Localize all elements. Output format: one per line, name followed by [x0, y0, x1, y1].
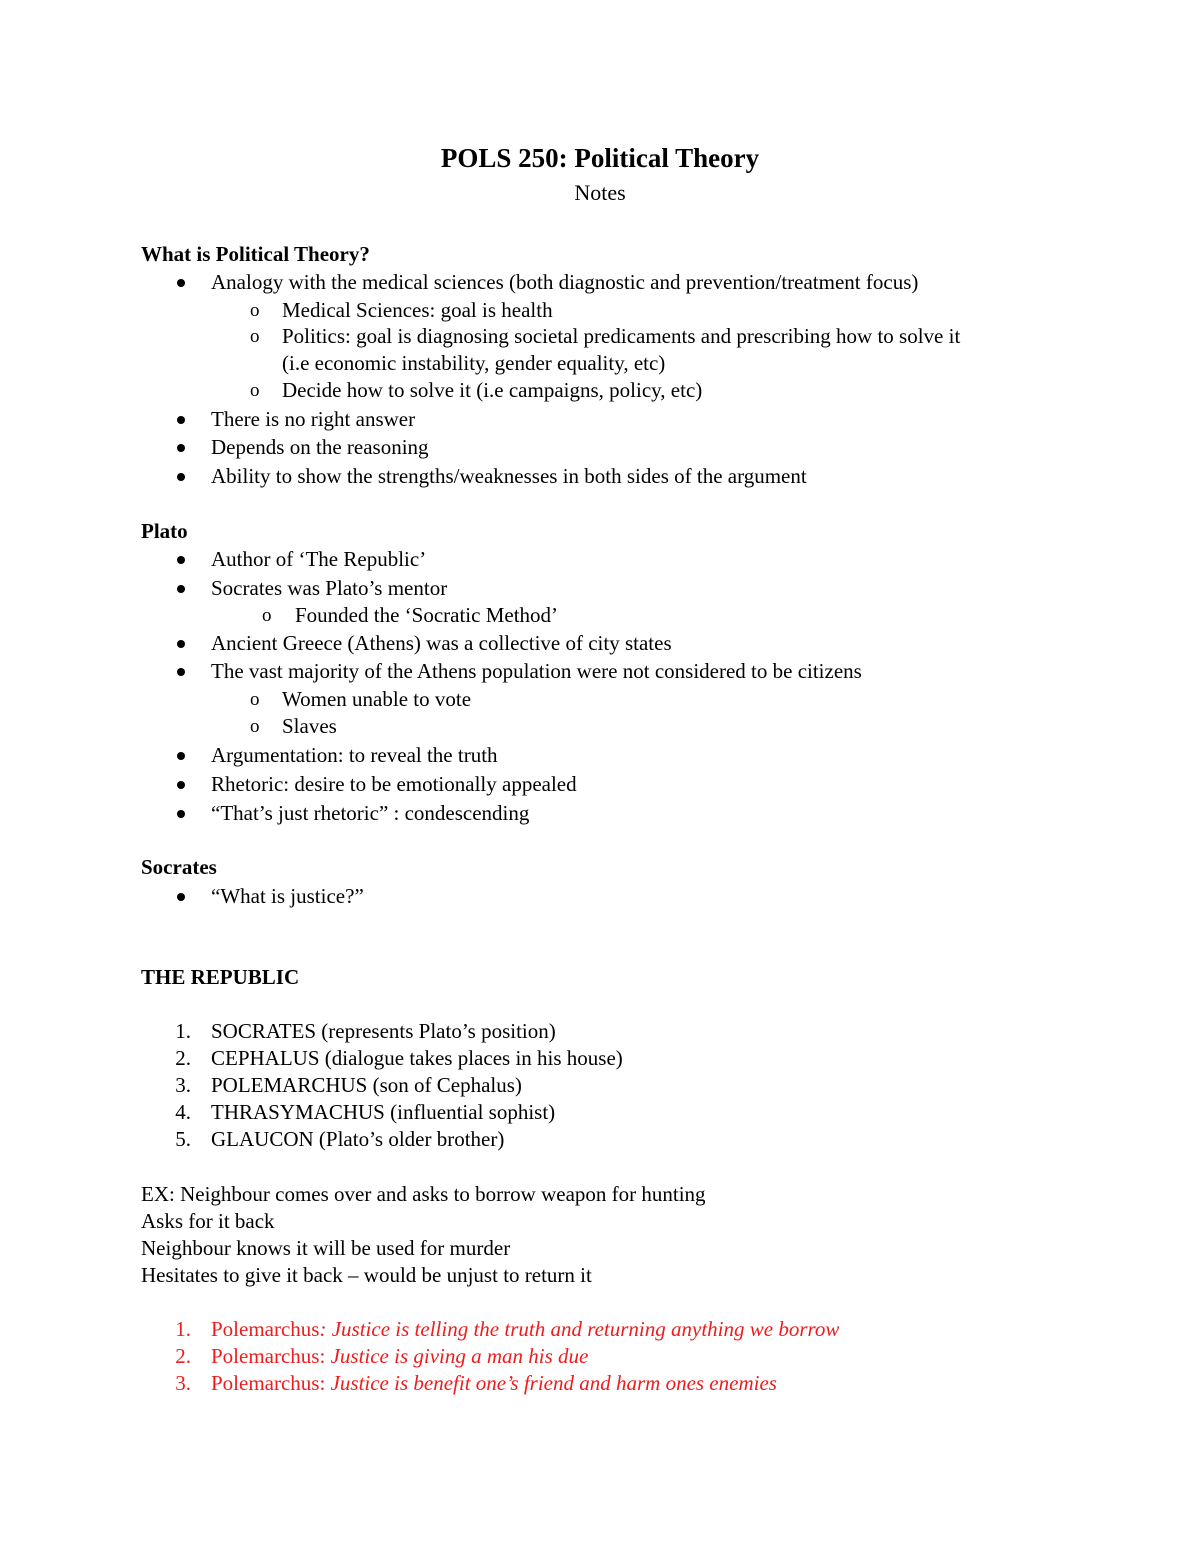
list-number: 4.: [175, 1100, 191, 1124]
bullet-icon: [177, 473, 185, 481]
list-number: 2.: [175, 1344, 191, 1368]
definition-separator: :: [319, 1317, 332, 1341]
sub-bullet-icon: o: [250, 689, 260, 710]
bullet-icon: [177, 279, 185, 287]
sub-bullet-icon: o: [250, 300, 260, 321]
bullet-icon: [177, 893, 185, 901]
definition-text: Justice is giving a man his due: [330, 1344, 589, 1368]
bullet-icon: [177, 781, 185, 789]
bullet-icon: [177, 640, 185, 648]
bullet-icon: [177, 752, 185, 760]
definition-text: Justice is benefit one’s friend and harm ones enemies: [330, 1371, 777, 1395]
list-item: Ability to show the strengths/weaknesses in both sides of the argument: [211, 464, 807, 488]
numbered-item: SOCRATES (represents Plato’s position): [211, 1019, 556, 1043]
bullet-icon: [177, 556, 185, 564]
sub-list-item: Founded the ‘Socratic Method’: [295, 603, 559, 627]
list-number: 1.: [175, 1019, 191, 1043]
definition-item: [211, 1369, 777, 1397]
list-number: 1.: [175, 1317, 191, 1341]
list-item: “That’s just rhetoric” : condescending: [211, 801, 530, 825]
sub-list-item: Politics: goal is diagnosing societal predicaments and prescribing how to solve it: [282, 324, 961, 348]
list-item: Socrates was Plato’s mentor: [211, 576, 448, 600]
list-item: There is no right answer: [211, 407, 416, 431]
sub-list-item: Slaves: [282, 714, 337, 738]
document-title: POLS 250: Political Theory: [440, 143, 760, 173]
sub-bullet-icon: o: [262, 605, 272, 626]
bullet-icon: [177, 444, 185, 452]
example-line: Neighbour knows it will be used for murder: [141, 1236, 511, 1260]
definition-speaker: Polemarchus: [211, 1371, 320, 1395]
sub-bullet-icon: o: [250, 326, 260, 347]
sub-list-item-continuation: (i.e economic instability, gender equality, etc): [282, 351, 666, 375]
example-line: EX: Neighbour comes over and asks to borrow weapon for hunting: [141, 1182, 706, 1206]
example-line: Hesitates to give it back – would be unjust to return it: [141, 1263, 592, 1287]
list-item: Rhetoric: desire to be emotionally appealed: [211, 772, 577, 796]
bullet-icon: [177, 416, 185, 424]
section-heading-socrates: Socrates: [141, 855, 217, 879]
list-item: Author of ‘The Republic’: [211, 547, 427, 571]
definition-separator: :: [319, 1344, 331, 1368]
list-item: “What is justice?”: [211, 884, 364, 908]
sub-bullet-icon: o: [250, 380, 260, 401]
document-subtitle: Notes: [574, 180, 626, 205]
numbered-item: POLEMARCHUS (son of Cephalus): [211, 1073, 522, 1097]
bullet-icon: [177, 810, 185, 818]
sub-list-item: Women unable to vote: [282, 687, 472, 711]
list-number: 3.: [175, 1371, 191, 1395]
list-item: Ancient Greece (Athens) was a collective of city states: [211, 631, 672, 655]
example-line: Asks for it back: [141, 1209, 275, 1233]
numbered-item: GLAUCON (Plato’s older brother): [211, 1127, 505, 1151]
numbered-item: CEPHALUS (dialogue takes places in his house): [211, 1046, 623, 1070]
list-number: 3.: [175, 1073, 191, 1097]
sub-bullet-icon: o: [250, 716, 260, 737]
sub-list-item: Decide how to solve it (i.e campaigns, policy, etc): [282, 378, 703, 402]
list-item: Argumentation: to reveal the truth: [211, 743, 498, 767]
bullet-icon: [177, 585, 185, 593]
section-heading-the-republic: THE REPUBLIC: [141, 965, 300, 989]
section-heading-political-theory: What is Political Theory?: [141, 242, 370, 266]
definition-speaker: Polemarchus: [211, 1317, 320, 1341]
definition-speaker: Polemarchus: [211, 1344, 320, 1368]
bullet-icon: [177, 668, 185, 676]
definition-text: Justice is telling the truth and returning anything we borrow: [331, 1317, 840, 1341]
list-number: 5.: [175, 1127, 191, 1151]
section-heading-plato: Plato: [141, 519, 188, 543]
list-number: 2.: [175, 1046, 191, 1070]
definition-item: [211, 1315, 839, 1343]
sub-list-item: Medical Sciences: goal is health: [282, 298, 553, 322]
definition-item: [211, 1342, 588, 1370]
definition-separator: :: [319, 1371, 331, 1395]
numbered-item: THRASYMACHUS (influential sophist): [211, 1100, 556, 1124]
list-item: The vast majority of the Athens population were not considered to be citizens: [211, 659, 862, 683]
list-item: Analogy with the medical sciences (both diagnostic and prevention/treatment focus): [211, 270, 919, 294]
list-item: Depends on the reasoning: [211, 435, 429, 459]
